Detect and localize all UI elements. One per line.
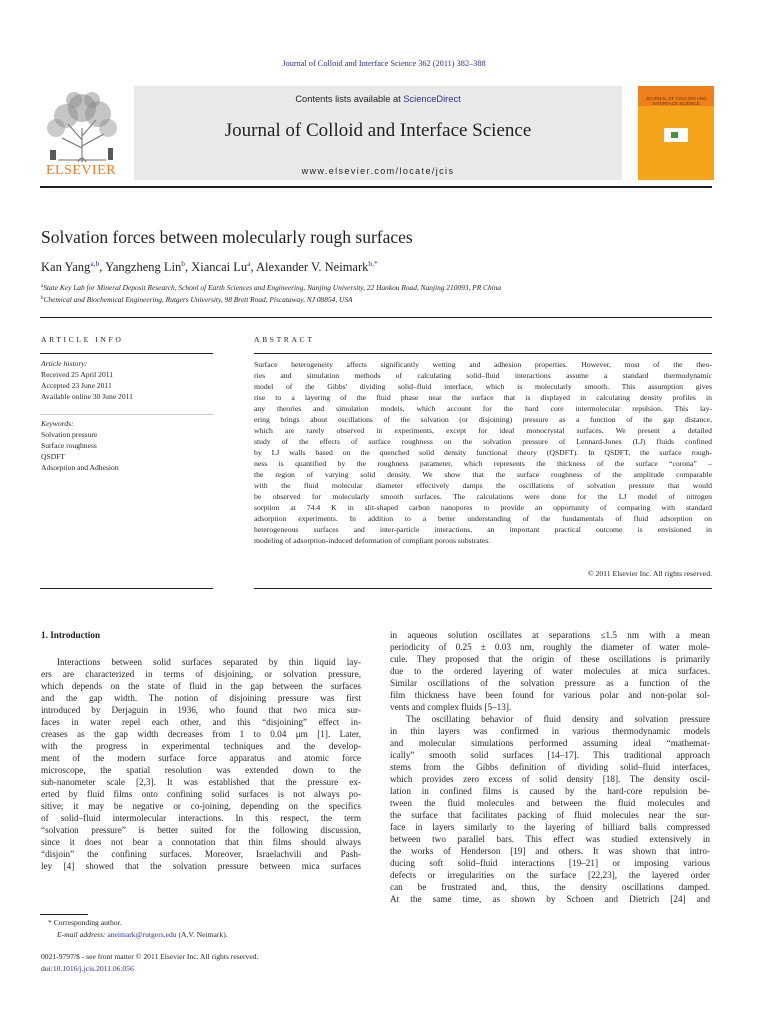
abstract-line: any theories and simulation models, which account for the hard core intermolecular repulsion. This lay- — [254, 404, 712, 413]
body-line: ers are characterized in terms of disjoining, or solvation pressure, — [41, 669, 361, 679]
corresponding-author-note: * Corresponding author. — [48, 918, 122, 927]
body-line: creases as the gap width decreases from 1 to 0.04 μm [1]. Later, — [41, 729, 361, 739]
article-info-separator — [40, 414, 213, 415]
body-line: and the gap width. The notion of disjoining pressure was first — [41, 693, 361, 703]
history-accepted: Accepted 23 June 2011 — [41, 381, 112, 390]
body-line: the works of Henderson [19] and others. It was shown that intro- — [390, 846, 710, 856]
email-note — [57, 930, 228, 939]
tree-icon — [38, 88, 126, 164]
journal-cover-thumbnail — [638, 86, 714, 180]
body-line: ley [4] showed that the solvation pressure between mica surfaces — [41, 861, 361, 871]
article-info-rule — [40, 353, 213, 354]
abstract-line: model of the Gibbs' dividing solid–fluid interface, which is molecularly smooth. This assumption gives — [254, 382, 712, 391]
body-line: face in layers similarly to the layering of billiard balls compressed — [390, 822, 710, 832]
doi-prefix: doi: — [41, 964, 53, 973]
journal-reference[interactable]: Journal of Colloid and Interface Science 362 (2011) 382–388 — [282, 59, 486, 68]
email-link[interactable]: aneimark@rutgers.edu — [107, 930, 177, 939]
issn-line: 0021-9797/$ - see front matter © 2011 Elsevier Inc. All rights reserved. — [41, 952, 259, 961]
article-info-heading: ARTICLE INFO — [41, 335, 124, 344]
affiliation-a — [41, 283, 501, 292]
doi-line — [41, 964, 134, 973]
body-line: vents and complex fluids [5–13]. — [390, 702, 512, 712]
abstract-line: rise to a layering of the fluid phase near the surface that is displayed in calculating density profiles in — [254, 393, 712, 402]
body-line: introduced by Derjaguin in 1936, who found that two mica sur- — [41, 705, 361, 715]
affiliation-mark: a — [41, 284, 44, 289]
abstract-line: heterogeneous surfaces and inter-particle interactions, an important practical outcome is envisioned in — [254, 525, 712, 534]
abstract-line: the region of varying solid density. We show that the surface roughness of the amplitude comparable — [254, 470, 712, 479]
abstract-bottom-rule — [254, 588, 712, 589]
abstract-line: ries and simulation methods of calculating solid–fluid interactions assume a standard thermodynamic — [254, 371, 712, 380]
keywords-label: Keywords: — [41, 419, 74, 428]
author-affiliation-mark[interactable]: b — [181, 259, 185, 268]
contents-prefix: Contents lists available at — [295, 94, 404, 104]
body-line: At the same time, as shown by Schoen and Dietrich [24] and — [390, 894, 710, 904]
body-line: Interactions between solid surfaces separated by thin liquid lay- — [57, 657, 361, 667]
body-line: cule. They proposed that the origin of these oscillations is primarily — [390, 654, 710, 664]
body-line: due to the ordered layering of water molecules at mica surfaces. — [390, 666, 710, 676]
author-separator: , — [184, 260, 192, 274]
body-line: tween the fluid molecules and between the fluid molecules and — [390, 798, 710, 808]
cover-title: JOURNAL OF COLLOID AND INTERFACE SCIENCE — [645, 96, 707, 107]
body-line: The oscillating behavior of fluid density and solvation pressure — [406, 714, 710, 724]
title-block-divider — [40, 317, 712, 318]
keyword-item: Surface roughness — [41, 441, 97, 450]
body-line: stems from the Gibbs definition of dividing solid–fluid interfaces, — [390, 762, 710, 772]
email-label: E-mail address: — [57, 930, 108, 939]
author-separator: , — [99, 260, 106, 274]
affiliation-b — [41, 295, 353, 304]
body-line: sitive; it may be negative or co-joining, depending on the specifics — [41, 801, 361, 811]
body-line: defects or irregularities on the surface [22,23], the layered order — [390, 870, 710, 880]
elsevier-wordmark: ELSEVIER — [45, 163, 117, 178]
abstract-line: ering brings about oscillations of the solvation (or disjoining) pressure as a function of the gap distance, — [254, 415, 712, 424]
abstract-line: be observed for molecularly smooth surfaces. The calculations were done for the LJ model of nitrogen — [254, 492, 712, 501]
keyword-item: Solvation pressure — [41, 430, 98, 439]
article-title: Solvation forces between molecularly rough surfaces — [41, 227, 413, 247]
footnote-rule — [40, 914, 88, 915]
body-line: sub-nanometer scale [2,3]. It was established that the pressure ex- — [41, 777, 361, 787]
journal-title: Journal of Colloid and Interface Science — [224, 120, 532, 141]
keyword-item: Adsorption and Adhesion — [41, 463, 119, 472]
history-online: Available online 30 June 2011 — [41, 392, 133, 401]
abstract-line: ness is quantified by the roughness parameter, which represents the thickness of the surface “corona” – — [254, 459, 712, 468]
abstract-line: which are rarely observed in experiments, except for ideal monocrystal surfaces. We present a detailed — [254, 426, 712, 435]
author-name: Alexander V. Neimark — [256, 260, 369, 274]
abstract-line: adsorption experiments. In addition to a better understanding of the fundamentals of fluid adsorption on — [254, 514, 712, 523]
author-affiliation-mark[interactable]: a,b — [90, 259, 100, 268]
abstract-line: Surface heterogeneity affects significantly wetting and adhesion properties. However, most of the theo- — [254, 360, 712, 369]
header-divider — [40, 186, 712, 188]
body-line: erted by fluid films onto confining solid surfaces is not always po- — [41, 789, 361, 799]
affiliation-text: Chemical and Biochemical Engineering, Rutgers University, 98 Brett Road, Piscataway, NJ 08854, USA — [43, 295, 353, 304]
body-line: “solvation pressure” is better suited for the following discussion, — [41, 825, 361, 835]
author-separator: , — [250, 260, 257, 274]
keyword-item: QSDFT — [41, 452, 66, 461]
body-line: of solid–fluid intermolecular interactions. In this respect, the term — [41, 813, 361, 823]
body-line: which provides zero excess of solid density [18]. The density oscil- — [390, 774, 710, 784]
abstract-line: sorption at 74.4 K in slit-shaped carbon nanopores to provide an opportunity of comparing with standard — [254, 503, 712, 512]
body-line: ically” smooth solid surfaces [14–17]. This traditional approach — [390, 750, 710, 760]
author-name: Kan Yang — [41, 260, 91, 274]
body-line: and molecular simulations performed assuming ideal “mathemat- — [390, 738, 710, 748]
body-line: can be frustrated and, thus, the density oscillations damped. — [390, 882, 710, 892]
abstract-copyright: © 2011 Elsevier Inc. All rights reserved. — [587, 569, 712, 578]
body-line: since it does not bear a connotation that thin films should always — [41, 837, 361, 847]
body-line: ducing soft solid–fluid interactions [19–21] or imposing various — [390, 858, 710, 868]
author-affiliation-mark[interactable]: a — [247, 259, 251, 268]
author-list — [41, 259, 378, 275]
body-line: in thin layers was confirmed in various thermodynamic models — [390, 726, 710, 736]
body-line: lation in confined films is caused by the hard-core repulsion be- — [390, 786, 710, 796]
body-line: the surface that facilitates packing of fluid molecules near the sur- — [390, 810, 710, 820]
email-suffix: (A.V. Neimark). — [176, 930, 228, 939]
body-line: ment of the modern surface force apparatus and atomic force — [41, 753, 361, 763]
cover-image-mark — [671, 132, 678, 138]
author-affiliation-mark[interactable]: b,* — [368, 259, 378, 268]
article-info-bottom-rule — [40, 588, 213, 589]
body-line: microscope, the spatial resolution was extended down to the — [41, 765, 361, 775]
contents-available-line — [134, 94, 622, 104]
history-received: Received 25 April 2011 — [41, 370, 114, 379]
author-name: Xiancai Lu — [191, 260, 248, 274]
body-line: which depends on the state of fluid in the gap between the surfaces — [41, 681, 361, 691]
sciencedirect-link[interactable]: ScienceDirect — [403, 94, 461, 104]
body-line: faces in water repel each other, and this “disjoining” effect in- — [41, 717, 361, 727]
abstract-rule — [254, 353, 712, 354]
abstract-line: by LJ walls based on the quenched solid density functional theory (QSDFT). In QSDFT, the surface rough- — [254, 448, 712, 457]
affiliation-mark: b — [41, 296, 44, 301]
author-name: Yangzheng Lin — [105, 260, 182, 274]
abstract-line: with the fluid molecular diameter effectively damps the oscillations of solvation pressure that would — [254, 481, 712, 490]
body-line: between two parallel bars. This effect was studied extensively in — [390, 834, 710, 844]
introduction-heading: 1. Introduction — [41, 630, 101, 640]
abstract-heading: ABSTRACT — [254, 335, 315, 344]
abstract-line: study of the effects of surface roughness on the solvation pressure of Lennard-Jones (LJ) fluids confined — [254, 437, 712, 446]
affiliation-text: State Key Lab for Mineral Deposit Research, School of Earth Sciences and Engineering, Nanjing University, 22 Hankou Road, Nanjing 210093, PR China — [43, 283, 502, 292]
history-label: Article history: — [41, 359, 88, 368]
body-line: periodicity of 0.25 ± 0.03 nm, roughly the diameter of water mole- — [390, 642, 710, 652]
abstract-line: modeling of adsorption-induced deformation of compliant porous substrates. — [254, 536, 491, 545]
body-line: in aqueous solution oscillates at separations ≤1.5 nm with a mean — [390, 630, 710, 640]
journal-homepage-link[interactable]: www.elsevier.com/locate/jcis — [301, 166, 455, 176]
body-line: with the progress in experimental techniques and the develop- — [41, 741, 361, 751]
body-line: film thickness have been found for various polar and non-polar sol- — [390, 690, 710, 700]
doi-link[interactable]: 10.1016/j.jcis.2011.06.056 — [52, 964, 134, 973]
body-line: Similar oscillations of the solvation pressure as a function of the — [390, 678, 710, 688]
body-line: “disjoin” the confining surfaces. Moreover, Israelachvili and Pash- — [41, 849, 361, 859]
